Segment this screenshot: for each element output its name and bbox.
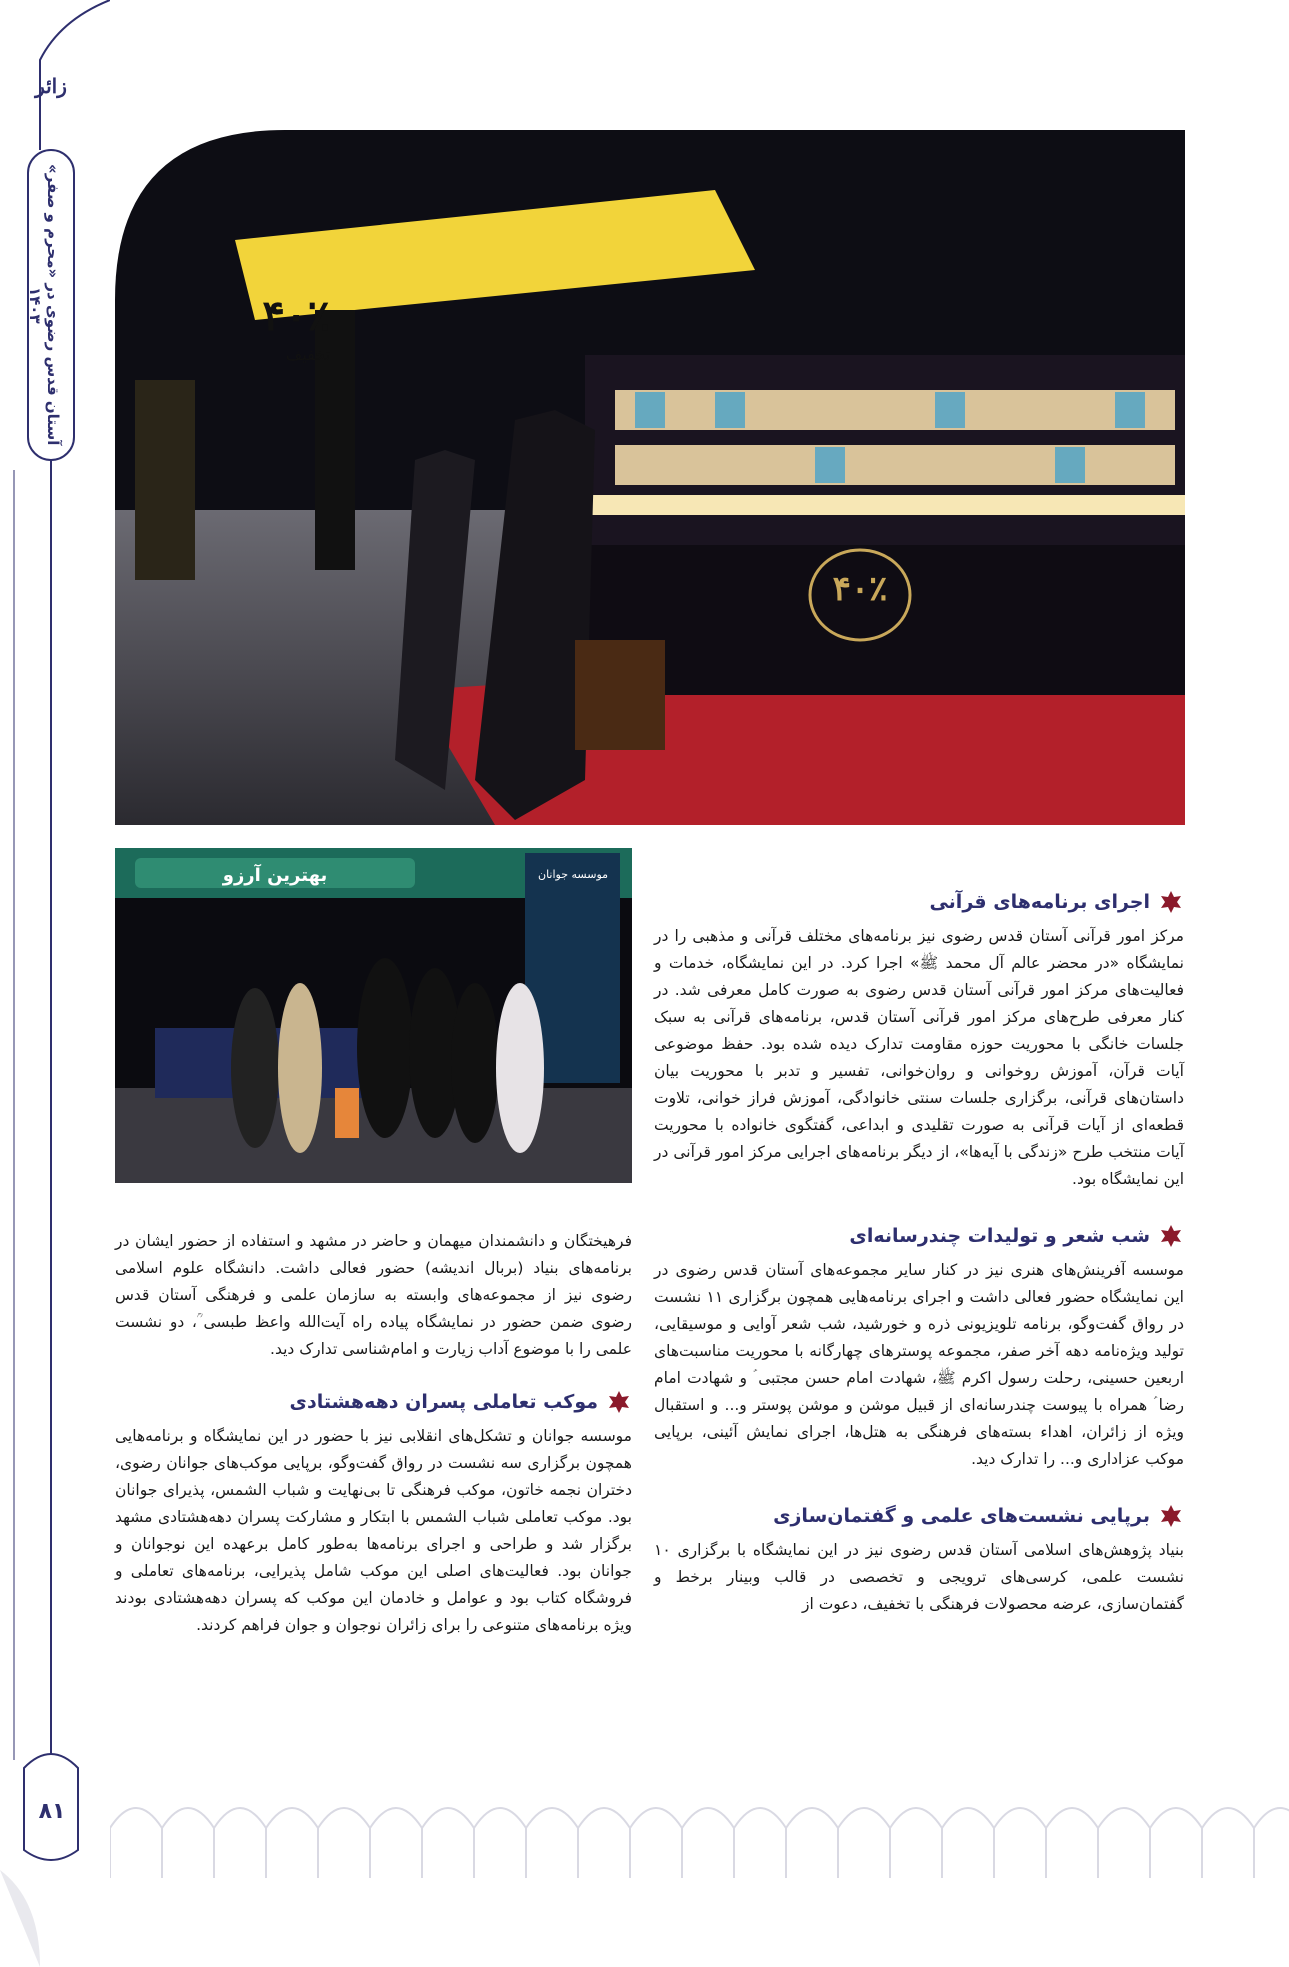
sign-percent-label: ۴۰٪ [262,292,330,339]
sign-best-wish: بهترین آرزو [222,865,328,886]
arch-motif [370,1808,422,1878]
section-poetry-title: شب شعر و تولیدات چندرسانه‌ای [849,1224,1150,1247]
arch-motif [318,1808,370,1878]
sign-discount-label: تخفیف [285,347,330,364]
arch-pattern-ornament [110,1778,1289,1888]
arch-motif [1254,1808,1289,1878]
booth-photo-drawing [115,130,1185,825]
flower-icon [1158,1503,1184,1529]
arch-motif [1046,1808,1098,1878]
section-sessions-title: برپایی نشست‌های علمی و گفتمان‌سازی [773,1504,1150,1527]
magazine-logo: زائر [35,74,67,98]
main-photo [115,130,1185,825]
arch-motif [110,1808,162,1878]
arch-motif [734,1808,786,1878]
arch-motif [1202,1808,1254,1878]
arch-motif [630,1808,682,1878]
flower-icon [1158,1223,1184,1249]
arch-motif [890,1808,942,1878]
right-column [654,885,1184,1618]
section-quran-body: مرکز امور قرآنی آستان قدس رضوی نیز برنامه‌های مختلف قرآنی و مذهبی را در نمایشگاه «در محضر عالم آل محمد ﷺ» اجرا کرد. در این نمایشگاه، خدمات و فعالیت‌های مرکز امور قرآنی آستان قدس رضوی به صورت کامل معرفی شد. در کنار معرفی طرح‌های مرکز امور قرآنی آستان قدس، برنامه‌های قرآنی به سبک جلسات خانگی با محوریت حوزه مقاومت تدارک دیده شده بود. حفظ موضوعی آیات قرآن، آموزش روخوانی و روان‌خوانی، تفسیر و تدبر با محوریت بیان داستان‌های قرآنی، برگزاری جلسات سنتی خانوادگی، آموزش فراز خوانی، تلاوت قطعه‌ای از آیات قرآنی به صورت تقلیدی و ابداعی، گفتگوی خانواده با محوریت آیات منتخب طرح «زندگی با آیه‌ها»، از دیگر برنامه‌های اجرایی مرکز امور قرآنی در این نمایشگاه بود. [654,927,1184,1188]
rail-issue-text: آستان قدس رضوی در «محرم و صفر» ۱۴۰۳ [26,164,62,446]
left-intro-body: فرهیختگان و دانشمندان میهمان و حاضر در مشهد و استفاده از حضور ایشان در برنامه‌های بنیاد (بربال اندیشه) حضور فعالی داشت. دانشگاه علوم اسلامی رضوی نیز از مجموعه‌های وابسته به سازمان علمی و فرهنگی آستان قدس رضوی ضمن حضور در نمایشگاه پیاده راه آیت‌الله واعظ طبسی ؒ، دو نشست علمی را با موضوع آداب زیارت و امام‌شناسی تدارک دید. [115,1232,632,1358]
section-sessions-body: بنیاد پژوهش‌های اسلامی آستان قدس رضوی نیز در این نمایشگاه با برگزاری ۱۰ نشست علمی، کرسی‌های ترویجی و تخصصی در قالب وبینار برخط و گفتمان‌سازی، عرضه محصولات فرهنگی با تخفیف، دعوت از [654,1541,1184,1613]
arch-motif [578,1808,630,1878]
side-rail [0,0,110,1967]
arch-motif [786,1808,838,1878]
section-poetry-body: موسسه آفرینش‌های هنری نیز در کنار سایر مجموعه‌های آستان قدس رضوی در این نمایشگاه حضور فعالی داشت و اجرای برنامه‌هایی همچون برگزاری ۱۱ نشست در رواق گفت‌وگو، برنامه تلویزیونی ذره و خورشید، شب شعر آوایی و موسیقایی، تولید ویژه‌نامه دهه آخر صفر، مجموعه پوسترهای چهارگانه با محوریت مناسبت‌های اربعین حسینی، رحلت رسول اکرم ﷺ، شهادت امام حسن مجتبی ؑ و شهادت امام رضا ؑ همراه با پیوست چندرسانه‌ای از قبیل موشن و موشن پوستر و... و استقبال ویژه از زائران، اهداء بسته‌های فرهنگی به هتل‌ها، اجرای نمایش آئینی، برپایی موکب عزاداری و... را تدارک دید. [654,1261,1184,1468]
section-mokeb-heading [115,1385,632,1419]
sign-youth-institute: موسسه جوانان [537,868,609,881]
section-sessions-heading [654,1499,1184,1533]
mokeb-photo [115,848,632,1183]
arch-motif [838,1808,890,1878]
arch-motif [994,1808,1046,1878]
sign-percent-label-2: ۴۰٪ [832,570,888,608]
arch-motif [682,1808,734,1878]
arch-motif [214,1808,266,1878]
arch-motif [1150,1808,1202,1878]
section-quran-title: اجرای برنامه‌های قرآنی [929,890,1150,913]
section-mokeb-title: موکب تعاملی پسران دهه‌هشتادی [289,1390,598,1413]
bottom-pattern [110,1778,1289,1888]
flower-icon [1158,889,1184,915]
arch-motif [266,1808,318,1878]
arch-motif [942,1808,994,1878]
page-number: ۸۱ [38,1799,66,1824]
left-column [115,1228,632,1639]
arch-motif [1098,1808,1150,1878]
section-mokeb-body: موسسه جوانان و تشکل‌های انقلابی نیز با حضور در این نمایشگاه و برنامه‌هایی همچون برگزاری سه نشست در رواق گفت‌وگو، برپایی موکب‌های جوانان رضوی، دختران نجمه خاتون، موکب فرهنگی تا بی‌نهایت و شباب الشمس، پذیرای جوانان بود. موکب تعاملی شباب الشمس با ابتکار و مشارکت پسران دهه‌هشتادی مشهد برگزار شد و طراحی و اجرای برنامه‌ها به‌طور کامل برعهده این نوجوانان و جوانان بود. فعالیت‌های اصلی این موکب شامل پذیرایی، برنامه‌های تعاملی و فروشگاه کتاب بود و عوامل و خادمان این موکب که پسران دهه‌هشتادی بودند ویژه برنامه‌های متنوعی را برای زائران نوجوان و جوان فراهم کردند. [115,1427,632,1634]
mokeb-photo-drawing [115,848,632,1183]
arch-motif [474,1808,526,1878]
arch-motif [422,1808,474,1878]
arch-motif [162,1808,214,1878]
section-poetry-heading [654,1219,1184,1253]
section-quran-heading [654,885,1184,919]
flower-icon [606,1389,632,1415]
arch-motif [526,1808,578,1878]
